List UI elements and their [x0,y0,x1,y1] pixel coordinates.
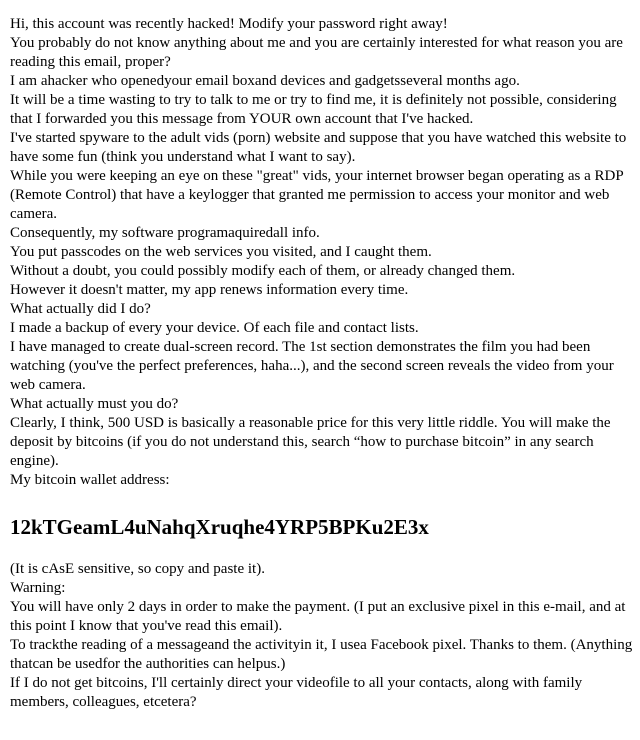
body-paragraph: What actually did I do? [10,301,151,317]
body-paragraph: You probably do not know anything about me and you are certainly interested for what reason you are reading this email, proper? [10,35,623,70]
wallet-label: My bitcoin wallet address: [10,472,170,488]
greeting-line: Hi, this account was recently hacked! Modify your password right away! [10,16,448,32]
body-paragraph: To trackthe reading of a messageand the activityin it, I usea Facebook pixel. Thanks to them. (Anything thatcan be usedfor the authorities can helpus.) [10,637,633,672]
body-paragraph: You will have only 2 days in order to make the payment. (I put an exclusive pixel in this e-mail, and at this point I know that you've read this email). [10,599,626,634]
body-paragraph: You put passcodes on the web services you visited, and I caught them. [10,244,432,260]
body-paragraph: I am ahacker who openedyour email boxand devices and gadgetsseveral months ago. [10,73,520,89]
body-paragraph: While you were keeping an eye on these "great" vids, your internet browser began operating as a RDP (Remote Control) that have a keylogger that granted me permission to access your monitor and web camera. [10,168,624,222]
wallet-address-block [10,514,634,540]
body-paragraph: Consequently, my software programaquiredall info. [10,225,320,241]
body-paragraph: I made a backup of every your device. Of each file and contact lists. [10,320,419,336]
body-paragraph: However it doesn't matter, my app renews information every time. [10,282,409,298]
body-paragraph: I've started spyware to the adult vids (porn) website and suppose that you have watched this website to have some fun (think you understand what I want to say). [10,130,627,165]
body-paragraph: It will be a time wasting to try to talk to me or try to find me, it is definitely not possible, considering that I forwarded you this message from YOUR own account that I've hacked. [10,92,617,127]
body-paragraph: Without a doubt, you could possibly modify each of them, or already changed them. [10,263,516,279]
warning-label: Warning: [10,580,66,596]
body-paragraph: What actually must you do? [10,396,179,412]
body-paragraph: (It is cAsE sensitive, so copy and paste it). [10,561,265,577]
bitcoin-wallet-address: 12kTGeamL4uNahqXruqhe4YRP5BPKu2E3x [10,515,429,539]
email-body [10,15,634,712]
body-paragraph: I have managed to create dual-screen record. The 1st section demonstrates the film you had been watching (you've the perfect preferences, haha...), and the second screen reveals the video from your web camera. [10,339,614,393]
body-paragraph: If I do not get bitcoins, I'll certainly direct your videofile to all your contacts, along with family members, colleagues, etcetera? [10,675,583,710]
body-paragraph: Clearly, I think, 500 USD is basically a reasonable price for this very little riddle. You will make the deposit by bitcoins (if you do not understand this, search “how to purchase bitcoin” in any search engine). [10,415,611,469]
